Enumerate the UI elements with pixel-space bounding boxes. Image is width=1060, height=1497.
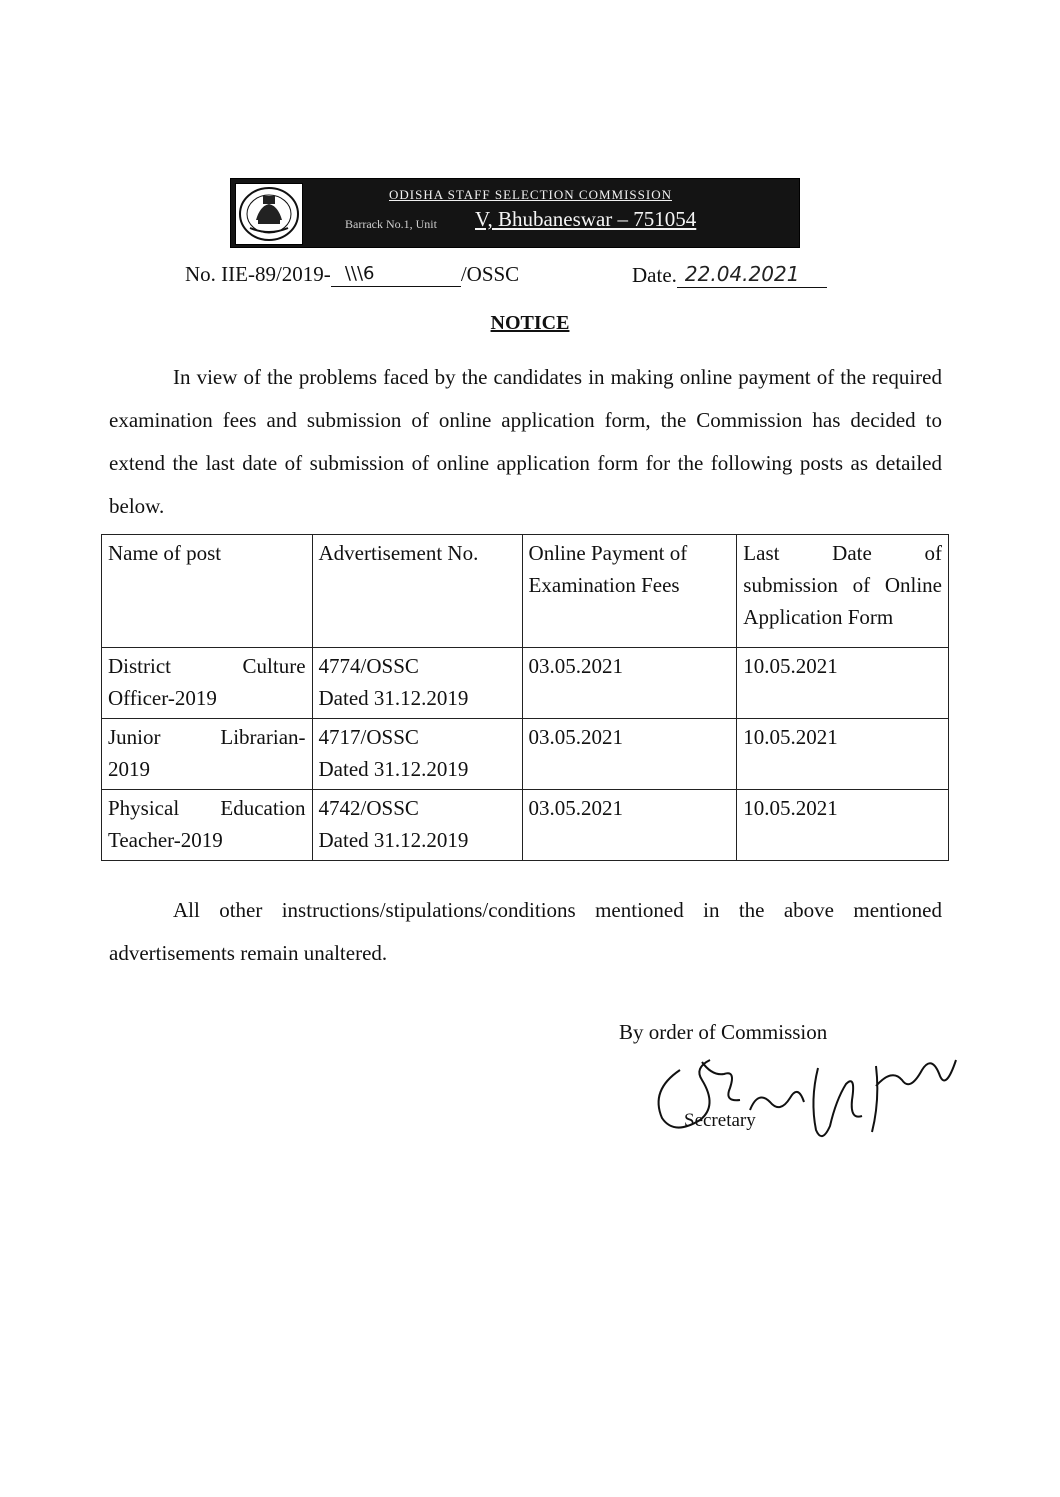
header-online-payment: Online Payment of Examination Fees xyxy=(522,535,737,648)
cell-last-date: 10.05.2021 xyxy=(737,790,949,861)
post-line-2: Officer-2019 xyxy=(108,686,217,710)
cell-advertisement xyxy=(312,790,522,861)
organization-name: ODISHA STAFF SELECTION COMMISSION xyxy=(389,187,672,202)
adv-line-1: 4742/OSSC xyxy=(318,796,419,820)
post-line-1: District Culture xyxy=(108,654,306,678)
cell-advertisement xyxy=(312,648,522,719)
cell-payment-date: 03.05.2021 xyxy=(522,719,737,790)
address-main: V, Bhubaneswar – 751054 xyxy=(475,207,697,231)
table-row xyxy=(102,719,949,790)
posts-table xyxy=(101,534,949,861)
notice-title: NOTICE xyxy=(490,312,570,334)
by-order-text: By order of Commission xyxy=(619,1020,828,1044)
reference-suffix: /OSSC xyxy=(460,262,520,286)
cell-post xyxy=(102,719,313,790)
address-prefix: Barrack No.1, Unit xyxy=(345,217,437,231)
header-advertisement-no: Advertisement No. xyxy=(312,535,522,648)
secretary-title: Secretary xyxy=(684,1110,756,1131)
post-line-2: 2019 xyxy=(108,757,150,781)
cell-payment-date: 03.05.2021 xyxy=(522,790,737,861)
reference-date xyxy=(632,262,827,288)
notice-paragraph-1: In view of the problems faced by the candidates in making online payment of the required examination fees and submission of online application form, the Commission has decided to extend the last date of submission of online application form for the following posts as detailed below. xyxy=(109,365,942,518)
date-handwritten: 22.04.2021 xyxy=(677,262,827,288)
header-last-date: Last Date of submission of Online Application Form xyxy=(737,535,949,648)
notice-paragraph-2: All other instructions/stipulations/conditions mentioned in the above mentioned advertisements remain unaltered. xyxy=(109,898,942,965)
post-line-1: Junior Librarian- xyxy=(108,725,306,749)
adv-line-2: Dated 31.12.2019 xyxy=(318,757,469,781)
table-row xyxy=(102,790,949,861)
cell-last-date: 10.05.2021 xyxy=(737,648,949,719)
cell-post xyxy=(102,790,313,861)
adv-line-2: Dated 31.12.2019 xyxy=(318,828,469,852)
post-line-1: Physical Education xyxy=(108,796,306,820)
table-row xyxy=(102,648,949,719)
table-header-row xyxy=(102,535,949,648)
post-line-2: Teacher-2019 xyxy=(108,828,223,852)
header-name-of-post: Name of post xyxy=(102,535,313,648)
state-emblem-icon xyxy=(235,183,303,245)
reference-number xyxy=(185,262,519,287)
reference-prefix: No. IIE-89/2019- xyxy=(185,262,331,286)
adv-line-1: 4717/OSSC xyxy=(318,725,419,749)
cell-payment-date: 03.05.2021 xyxy=(522,648,737,719)
adv-line-1: 4774/OSSC xyxy=(318,654,419,678)
cell-post xyxy=(102,648,313,719)
handwritten-signature-icon xyxy=(640,1040,970,1155)
cell-advertisement xyxy=(312,719,522,790)
adv-line-2: Dated 31.12.2019 xyxy=(318,686,469,710)
letterhead xyxy=(230,178,800,248)
cell-last-date: 10.05.2021 xyxy=(737,719,949,790)
reference-handwritten-number: \\\6 xyxy=(331,263,461,287)
date-label: Date. xyxy=(632,263,677,287)
